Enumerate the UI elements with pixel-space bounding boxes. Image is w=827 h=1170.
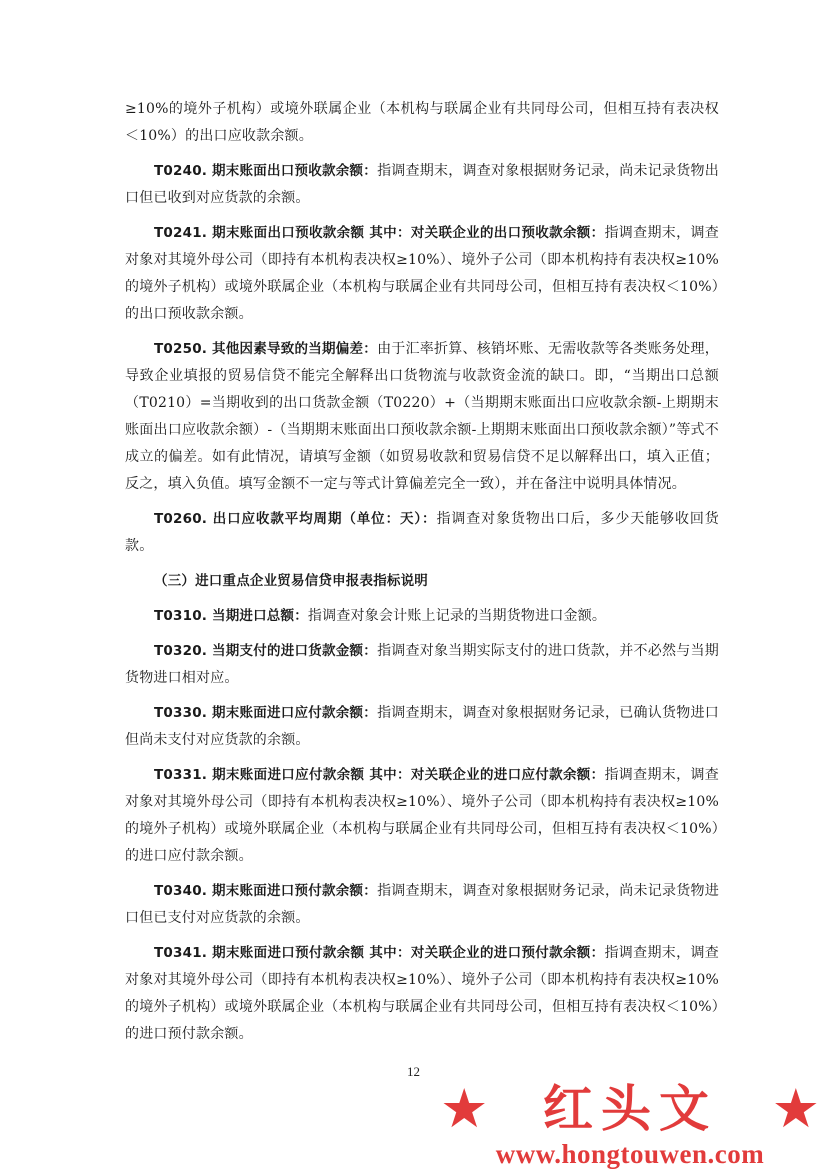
paragraph-t0330 xyxy=(125,700,719,754)
item-code: T0240. 期末账面出口预收款余额： xyxy=(154,163,378,179)
paragraph-t0240 xyxy=(125,158,719,212)
item-text: 指调查对象会计账上记录的当期货物进口金额。 xyxy=(307,608,607,624)
watermark-row xyxy=(440,1078,820,1140)
watermark-text: 红头文 xyxy=(543,1079,717,1138)
item-code: T0241. 期末账面出口预收款余额 其中：对关联企业的出口预收款余额： xyxy=(154,225,605,241)
item-code: T0331. 期末账面进口应付款余额 其中：对关联企业的进口应付款余额： xyxy=(154,767,605,783)
item-code: T0260. 出口应收款平均周期（单位：天）： xyxy=(154,511,437,527)
item-code: T0310. 当期进口总额： xyxy=(154,608,308,624)
item-text: 指调查期末，调查对象根据财务记录，尚未记录货物进口但已支付对应货款的余额。 xyxy=(125,883,719,926)
paragraph-t0310 xyxy=(125,603,719,630)
item-text: ≥10%的境外子机构）或境外联属企业（本机构与联属企业有共同母公司，但相互持有表决权＜10%）的出口应收款余额。 xyxy=(125,101,719,144)
paragraph-t0331 xyxy=(125,762,719,870)
item-code: T0341. 期末账面进口预付款余额 其中：对关联企业的进口预付款余额： xyxy=(154,945,605,961)
item-code: T0330. 期末账面进口应付款余额： xyxy=(154,705,378,721)
item-text: 指调查期末，调查对象根据财务记录，尚未记录货物出口但已收到对应货款的余额。 xyxy=(125,163,719,206)
item-text: 指调查期末，调查对象对其境外母公司（即持有本机构表决权≥10%）、境外子公司（即本机构持有表决权≥10%的境外子机构）或境外联属企业（本机构与联属企业有共同母公司，但相互持有表决权＜10%）的进口应付款余额。 xyxy=(125,767,719,864)
paragraph-0 xyxy=(125,96,719,150)
item-text: 由于汇率折算、核销坏账、无需收款等各类账务处理，导致企业填报的贸易信贷不能完全解释出口货物流与收款资金流的缺口。即，“当期出口总额（T0210）=当期收到的出口货款金额（T0220）+（当期期末账面出口应收款余额-上期期末账面出口应收款余额）-（当期期末账面出口预收款余额-上期期末账面出口预收款余额）”等式不成立的偏差。如有此情况，请填写金额（如贸易收款和贸易信贷不足以解释出口，填入正值；反之，填入负值。填写金额不一定与等式计算偏差完全一致），并在备注中说明具体情况。 xyxy=(125,341,719,492)
item-code: T0250. 其他因素导致的当期偏差： xyxy=(154,341,378,357)
document-body xyxy=(125,96,719,1056)
star-icon: ★ xyxy=(440,1077,489,1140)
paragraph-t0250 xyxy=(125,336,719,498)
paragraph-t0260 xyxy=(125,506,719,560)
section-heading: （三）进口重点企业贸易信贷申报表指标说明 xyxy=(154,573,428,589)
page-number: 12 xyxy=(407,1064,420,1079)
item-text: 指调查对象货物出口后，多少天能够收回货款。 xyxy=(125,511,719,554)
watermark-logo xyxy=(440,1078,820,1168)
item-text: 指调查对象当期实际支付的进口货款，并不必然与当期货物进口相对应。 xyxy=(125,643,719,686)
paragraph-t0340 xyxy=(125,878,719,932)
item-code: T0320. 当期支付的进口货款金额： xyxy=(154,643,378,659)
item-text: 指调查期末，调查对象对其境外母公司（即持有本机构表决权≥10%）、境外子公司（即本机构持有表决权≥10%的境外子机构）或境外联属企业（本机构与联属企业有共同母公司，但相互持有表决权＜10%）的进口预付款余额。 xyxy=(125,945,719,1042)
item-text: 指调查期末，调查对象根据财务记录，已确认货物进口但尚未支付对应货款的余额。 xyxy=(125,705,719,748)
paragraph-t0241 xyxy=(125,220,719,328)
item-code: T0340. 期末账面进口预付款余额： xyxy=(154,883,378,899)
paragraph-t0341 xyxy=(125,940,719,1048)
item-text: 指调查期末，调查对象对其境外母公司（即持有本机构表决权≥10%）、境外子公司（即本机构持有表决权≥10%的境外子机构）或境外联属企业（本机构与联属企业有共同母公司，但相互持有表决权＜10%）的出口预收款余额。 xyxy=(125,225,719,322)
star-icon: ★ xyxy=(771,1077,820,1140)
watermark-url: www.hongtouwen.com xyxy=(495,1139,765,1169)
paragraph-t0320 xyxy=(125,638,719,692)
